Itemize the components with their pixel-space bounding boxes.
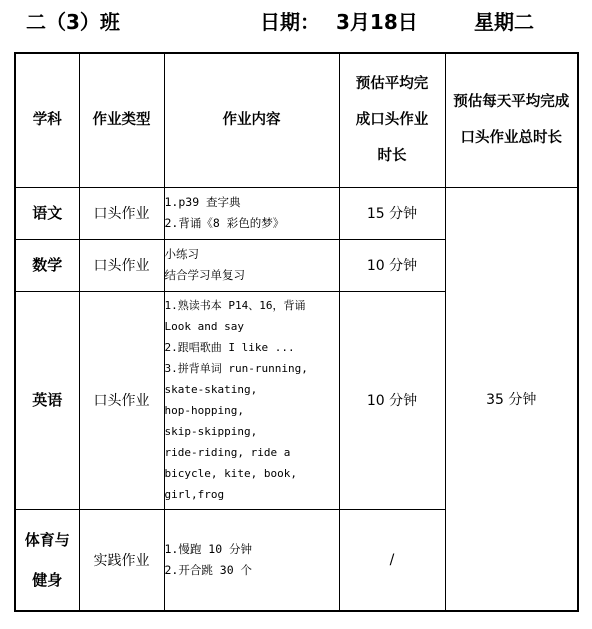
type-cell: 实践作业: [79, 509, 164, 611]
content-cell: [164, 187, 339, 239]
col-header-total-time-line: 口头作业总时长: [460, 130, 562, 147]
content-line: 2.跟唱歌曲 I like ...: [164, 341, 295, 354]
content-line: skate-skating,: [164, 383, 258, 396]
time-cell: /: [339, 509, 445, 611]
content-line: 1.熟读书本 P14、16，背诵: [164, 299, 306, 312]
col-header-total-time-line: 预估每天平均完成: [453, 94, 570, 111]
col-header-total-time: [445, 53, 578, 187]
col-header-avg-time-line: 预估平均完: [355, 76, 429, 93]
type-cell: 口头作业: [79, 291, 164, 509]
table-row: [15, 187, 578, 239]
time-cell: 15 分钟: [339, 187, 445, 239]
content-line: 3.拼背单词 run-running,: [164, 362, 308, 375]
content-line: 小练习: [164, 247, 199, 261]
homework-table: [14, 52, 579, 612]
content-line: girl,frog: [164, 488, 225, 501]
content-line: ride-riding, ride a: [164, 446, 291, 459]
content-line: bicycle, kite, book,: [164, 467, 297, 480]
date-label: 日期：: [260, 10, 320, 34]
col-header-type: 作业类型: [79, 53, 164, 187]
col-header-subject: 学科: [15, 53, 79, 187]
type-cell: 口头作业: [79, 239, 164, 291]
col-header-avg-time-line: 时长: [377, 148, 407, 165]
col-header-avg-time: [339, 53, 445, 187]
col-header-content: 作业内容: [164, 53, 339, 187]
content-line: hop-hopping,: [164, 404, 244, 417]
subject-cell: 英语: [15, 291, 79, 509]
content-line: 2.开合跳 30 个: [164, 562, 253, 577]
subject-cell: 语文: [15, 187, 79, 239]
content-cell: [164, 239, 339, 291]
subject-line: 体育与: [24, 530, 70, 549]
type-cell: 口头作业: [79, 187, 164, 239]
content-line: 1.慢跑 10 分钟: [164, 541, 253, 556]
content-line: 2.背诵《8 彩色的梦》: [164, 216, 285, 230]
content-line: skip-skipping,: [164, 425, 258, 438]
content-cell: [164, 291, 339, 509]
date-value: 3月18日: [336, 10, 418, 34]
content-line: 1.p39 查字典: [164, 195, 241, 209]
class-name: 二（3）班: [26, 10, 120, 34]
subject-line: 健身: [32, 570, 63, 589]
content-line: Look and say: [164, 320, 244, 333]
weekday: 星期二: [474, 10, 534, 34]
header-row: [15, 53, 578, 187]
total-time-cell: 35 分钟: [445, 187, 578, 611]
content-cell: [164, 509, 339, 611]
subject-cell: [15, 509, 79, 611]
col-header-avg-time-line: 成口头作业: [355, 112, 429, 129]
time-cell: 10 分钟: [339, 239, 445, 291]
time-cell: 10 分钟: [339, 291, 445, 509]
subject-cell: 数学: [15, 239, 79, 291]
content-line: 结合学习单复习: [164, 268, 245, 282]
